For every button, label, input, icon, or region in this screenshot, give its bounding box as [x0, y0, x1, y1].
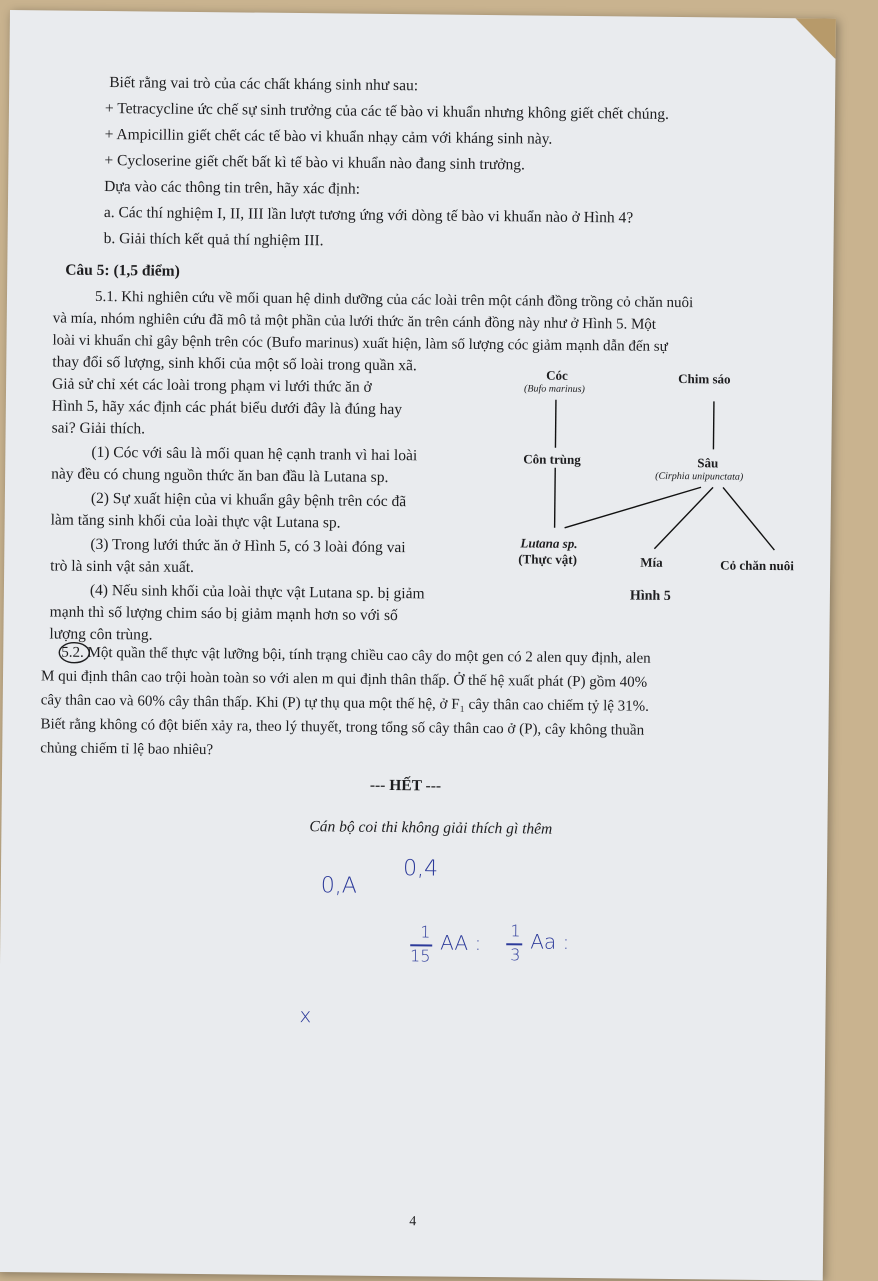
q51-left-4: sai? Giải thích. [51, 419, 146, 438]
hw-frac1-num: 1 [420, 922, 431, 942]
q51-line2: và mía, nhóm nghiên cứu đã mô tả một phần của lưới thức ăn trên cánh đồng này như ở Hình 5. Một [52, 310, 657, 333]
q51-line1: 5.1. Khi nghiên cứu về mối quan hệ dinh dưỡng của các loài trên một cánh đồng trồng cỏ chăn nuôi [94, 288, 694, 312]
q52-line2: M qui định thân cao trội hoàn toàn so với alen m qui định thân thấp. Ở thế hệ xuất phát (P) gồm 40% [40, 668, 648, 691]
node-sau: Sâu [697, 455, 719, 471]
proctor-note: Cán bộ coi thi không giải thích gì thêm [309, 818, 553, 838]
stmt3-a: (3) Trong lưới thức ăn ở Hình 5, có 3 loài đóng vai [90, 535, 406, 557]
link-sau-mia [654, 487, 713, 550]
node-coc-sci: (Bufo marinus) [524, 383, 585, 396]
link-sau-lutana [565, 486, 701, 529]
hw-frac1-den: 15 [410, 946, 431, 966]
q52-line3: cây thân cao và 60% cây thân thấp. Khi (P) tự thụ qua một thế hệ, ở F₁ cây thân cao chiếm tỷ lệ 31%. [40, 692, 650, 715]
antibiotic-1: + Tetracycline ức chế sự sinh trưởng của các tế bào vi khuẩn nhưng không giết chết chúng. [104, 100, 669, 123]
intro-text: Biết rằng vai trò của các chất kháng sinh như sau: [109, 74, 419, 95]
link-contrung-lutana [555, 468, 556, 528]
stmt4-b: mạnh thì số lượng chim sáo bị giảm mạnh hơn so với số [49, 603, 398, 625]
antibiotic-3: + Cycloserine giết chết bất kì tế bào vi khuẩn nào đang sinh trưởng. [104, 151, 525, 174]
q52-line5: chủng chiếm tỉ lệ bao nhiêu? [40, 740, 214, 759]
node-chim-sao: Chim sáo [678, 371, 731, 387]
q52-line1: 5.2. Một quần thể thực vật lưỡng bội, tính trạng chiều cao cây do một gen có 2 alen quy định, alen [61, 644, 651, 667]
q51-left-2: Giả sử chỉ xét các loài trong phạm vi lưới thức ăn ở [51, 375, 372, 396]
q51-left-3: Hình 5, hãy xác định các phát biểu dưới đây là đúng hay [51, 397, 403, 419]
item-b: b. Giải thích kết quả thí nghiệm III. [103, 229, 324, 250]
hw-aa: AA : [440, 930, 482, 955]
node-coc: Cóc [546, 367, 568, 383]
stmt4-a: (4) Nếu sinh khối của loài thực vật Lutana sp. bị giảm [89, 581, 425, 603]
exam-page [0, 10, 836, 1281]
hw-aa-small: Aa : [530, 929, 570, 954]
end-marker: --- HẾT --- [369, 776, 442, 795]
stmt2-a: (2) Sự xuất hiện của vi khuẩn gây bệnh trên cóc đã [90, 489, 407, 511]
node-con-trung: Côn trùng [523, 451, 581, 468]
handwriting-a: 0,A [320, 873, 358, 899]
page-corner [776, 18, 836, 59]
node-lutana: Lutana sp. [520, 535, 578, 551]
figure-caption: Hình 5 [629, 588, 671, 604]
stmt3-b: trò là sinh vật sản xuất. [50, 557, 195, 576]
antibiotic-2: + Ampicillin giết chết các tế bào vi khuẩn nhạy cảm với kháng sinh này. [104, 125, 553, 148]
stmt1-b: này đều có chung nguồn thức ăn ban đầu là Lutana sp. [51, 465, 389, 486]
link-chimsao-sau [713, 401, 714, 449]
stmt4-c: lượng côn trùng. [49, 625, 153, 644]
link-coc-contrung [555, 400, 556, 448]
node-mia: Mía [640, 554, 663, 570]
handwriting-b: 0,4 [402, 856, 439, 882]
node-co: Cỏ chăn nuôi [720, 557, 795, 574]
q5-title: Câu 5: (1,5 điểm) [65, 261, 180, 280]
determine-text: Dựa vào các thông tin trên, hãy xác định: [104, 177, 361, 198]
handwriting-mark: x [299, 1003, 312, 1028]
node-thuc-vat: (Thực vật) [518, 551, 578, 567]
q51-line3: loài vi khuẩn chỉ gây bệnh trên cóc (Bufo marinus) xuất hiện, làm số lượng cóc giảm mạnh dẫn đến sự [52, 332, 668, 355]
q52-line4: Biết rằng không có đột biến xảy ra, theo lý thuyết, trong tổng số cây thân cao ở (P), cây không thuần [40, 716, 645, 739]
page-number: 4 [409, 1214, 417, 1230]
stmt2-b: làm tăng sinh khối của loài thực vật Lutana sp. [50, 511, 341, 532]
q51-left-1: thay đổi số lượng, sinh khối của một số loài trong quần xã. [52, 353, 417, 375]
hw-frac2-num: 1 [510, 921, 521, 941]
node-sau-sci: (Cirphia unipunctata) [655, 470, 744, 483]
link-sau-co [722, 487, 775, 550]
item-a: a. Các thí nghiệm I, II, III lần lượt tương ứng với dòng tế bào vi khuẩn nào ở Hình 4? [103, 203, 634, 227]
stmt1-a: (1) Cóc với sâu là mối quan hệ cạnh tranh vì hai loài [91, 443, 418, 465]
hw-frac2-den: 3 [510, 945, 521, 965]
